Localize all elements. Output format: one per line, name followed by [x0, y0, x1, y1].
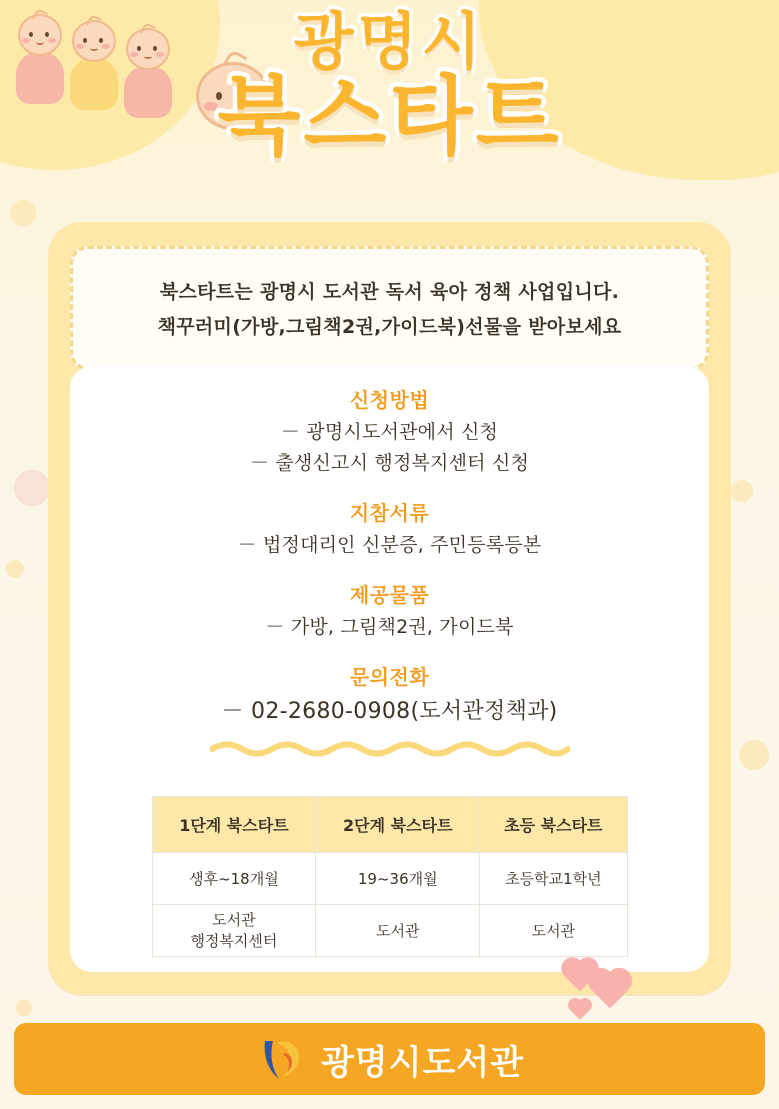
sections-list	[70, 366, 709, 757]
table-cell: 도서관	[480, 905, 627, 957]
table-cell: 생후~18개월	[152, 853, 316, 905]
section-line: － 법정대리인 신분증, 주민등록등본	[237, 534, 542, 556]
decor-dot	[16, 1000, 32, 1016]
table-row	[152, 853, 627, 905]
decor-dot	[6, 560, 24, 578]
footer-label: 광명시도서관	[320, 1042, 525, 1083]
intro-line-1: 북스타트는 광명시 도서관 독서 육아 정책 사업입니다.	[159, 281, 620, 303]
section-title: 신청방법	[349, 388, 430, 412]
main-card	[48, 222, 731, 994]
info-box	[70, 366, 709, 972]
bookstart-stages-table	[152, 796, 628, 957]
title-line-1: 광명시	[293, 5, 486, 78]
decor-dot	[731, 480, 753, 502]
decor-dot	[14, 470, 50, 506]
table-cell: 19~36개월	[316, 853, 480, 905]
wave-divider	[210, 739, 570, 757]
section-title: 문의전화	[349, 665, 430, 689]
section-phone-line: － 02-2680-0908(도서관정책과)	[221, 699, 558, 724]
table-row	[152, 905, 627, 957]
intro-box	[70, 246, 709, 370]
intro-line-2: 책꾸러미(가방,그림책2권,가이드북)선물을 받아보세요	[157, 316, 622, 338]
table-cell: 도서관 행정복지센터	[152, 905, 316, 957]
title-line-2: 북스타트	[217, 67, 562, 168]
table-header-cell: 2단계 북스타트	[316, 797, 480, 853]
table-cell: 도서관	[316, 905, 480, 957]
footer-bar	[14, 1023, 765, 1095]
section-provided-items	[70, 579, 709, 639]
section-contact-phone	[70, 661, 709, 725]
section-required-documents	[70, 497, 709, 557]
poster-header	[0, 0, 779, 228]
table-cell: 초등학교1학년	[480, 853, 627, 905]
section-title: 지참서류	[349, 501, 430, 525]
poster-title	[0, 5, 779, 168]
section-line: － 광명시도서관에서 신청	[280, 421, 499, 443]
section-title: 제공물품	[349, 583, 430, 607]
decor-dot	[739, 740, 769, 770]
table-header-row	[152, 797, 627, 853]
section-application-method	[70, 384, 709, 475]
section-line: － 출생신고시 행정복지센터 신청	[249, 452, 530, 474]
table-header-cell: 초등 북스타트	[480, 797, 627, 853]
hearts-decoration	[559, 961, 639, 1021]
section-line: － 가방, 그림책2권, 가이드북	[265, 616, 514, 638]
table-header-cell: 1단계 북스타트	[152, 797, 316, 853]
gwangmyeong-library-logo-icon	[255, 1033, 307, 1085]
